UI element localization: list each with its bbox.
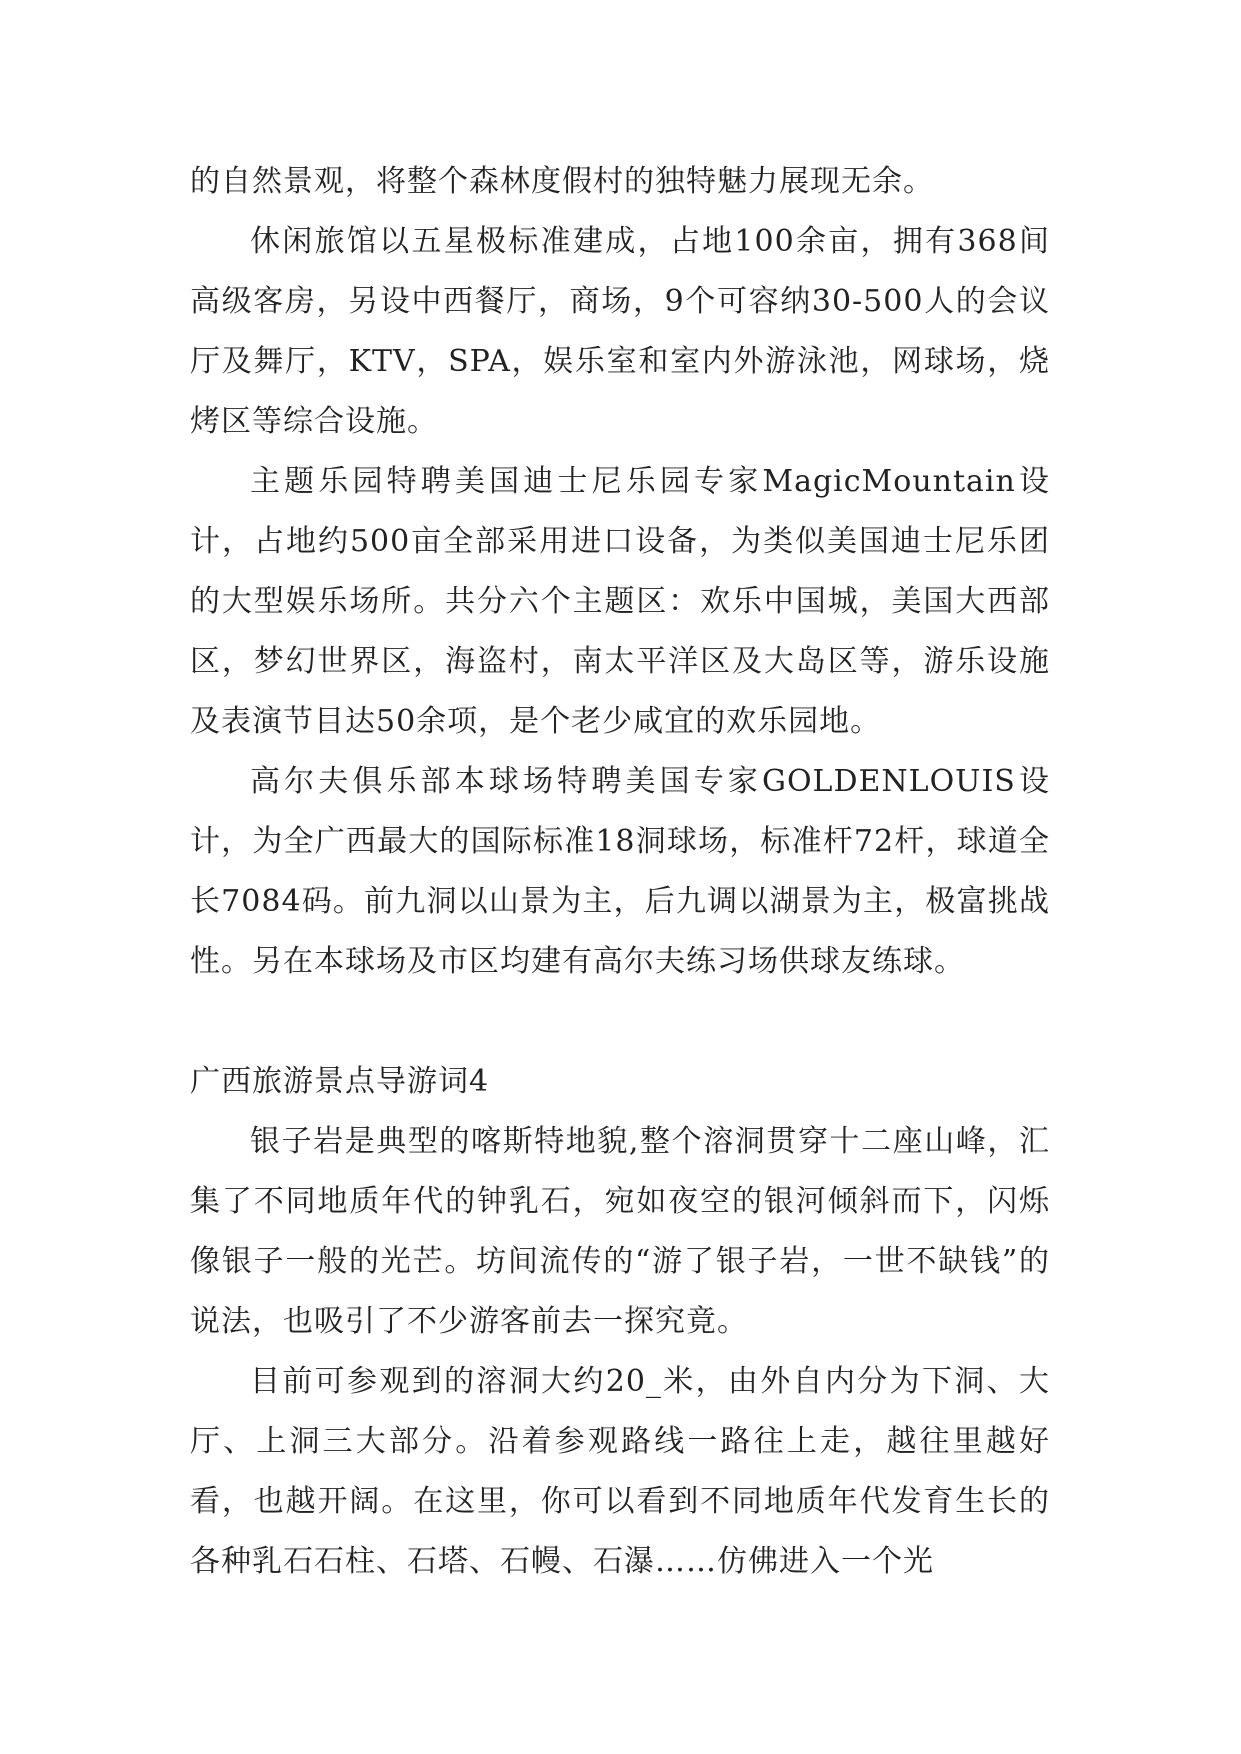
paragraph-continuation: 的自然景观，将整个森林度假村的独特魅力展现无余。 — [190, 164, 934, 199]
paragraph-yinziyan-cave: 目前可参观到的溶洞大约20_米，由外自内分为下洞、大厅、上洞三大部分。沿着参观路线一路往上走，越往里越好看，也越开阔。在这里，你可以看到不同地质年代发育生长的各种乳石石柱、石塔、石幔、石瀑……仿佛进入一个光 — [190, 1364, 1050, 1579]
document-body — [190, 152, 1050, 1592]
paragraph-yinziyan-intro: 银子岩是典型的喀斯特地貌,整个溶洞贯穿十二座山峰，汇集了不同地质年代的钟乳石，宛如夜空的银河倾斜而下，闪烁像银子一般的光芒。坊间流传的“游了银子岩，一世不缺钱”的说法，也吸引了不少游客前去一探究竟。 — [190, 1124, 1050, 1339]
section-heading: 广西旅游景点导游词4 — [190, 1064, 490, 1099]
paragraph-hotel: 休闲旅馆以五星极标准建成，占地100余亩，拥有368间高级客房，另设中西餐厅，商场，9个可容纳30-500人的会议厅及舞厅，KTV，SPA，娱乐室和室内外游泳池，网球场，烧烤区等综合设施。 — [190, 224, 1050, 439]
paragraph-golf-club: 高尔夫俱乐部本球场特聘美国专家GOLDENLOUIS设计，为全广西最大的国际标准18洞球场，标准杆72杆，球道全长7084码。前九洞以山景为主，后九调以湖景为主，极富挑战性。另在本球场及市区均建有高尔夫练习场供球友练球。 — [190, 764, 1050, 979]
paragraph-theme-park: 主题乐园特聘美国迪士尼乐园专家MagicMountain设计，占地约500亩全部采用进口设备，为类似美国迪士尼乐团的大型娱乐场所。共分六个主题区：欢乐中国城，美国大西部区，梦幻世界区，海盗村，南太平洋区及大岛区等，游乐设施及表演节目达50余项，是个老少咸宜的欢乐园地。 — [190, 464, 1050, 739]
